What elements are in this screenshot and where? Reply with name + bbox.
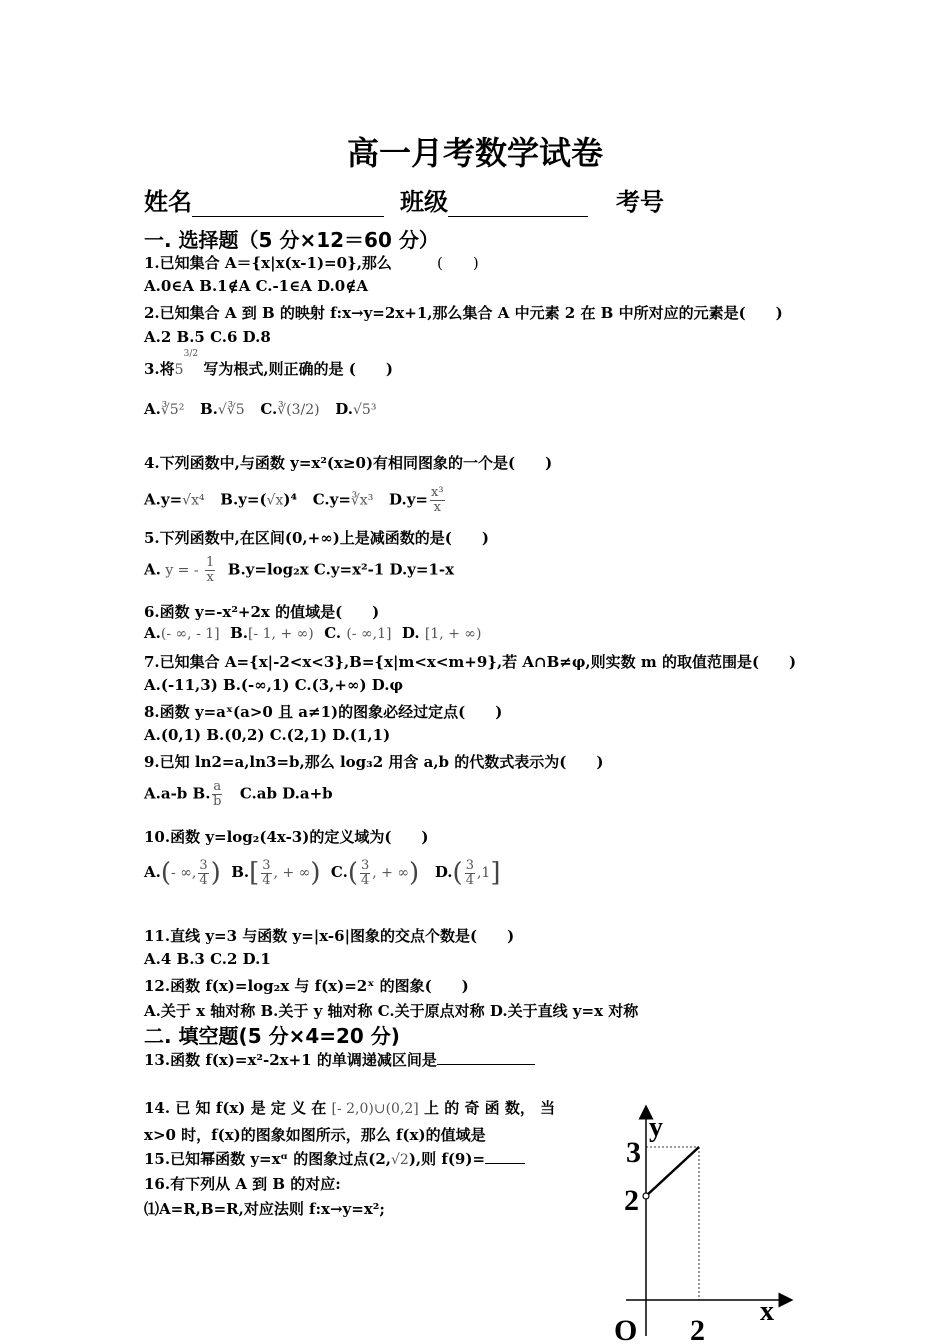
question-3-prefix: 3.将 [144, 360, 175, 378]
tick-y-2: 2 [624, 1184, 639, 1217]
graph-segment [646, 1147, 699, 1196]
question-4-options: A.y=√x⁴ B.y=(√x)⁴ C.y=∛x³ D.y= $\frac{\text{x³}}{x}$ [144, 485, 444, 515]
origin-label: O [614, 1314, 638, 1344]
question-3 [144, 349, 393, 379]
question-2-options: A.2 B.5 C.6 D.8 [144, 328, 271, 346]
exam-no-label: 考号 [616, 187, 664, 216]
question-8: 8.函数 y=aˣ(a>0 且 a≠1)的图象必经过定点( ) [144, 703, 503, 721]
question-13-blank [437, 1050, 535, 1065]
class-blank [448, 190, 588, 217]
question-14: 14. 已 知 f(x) 是 定 义 在 [- 2,0)∪(0,2] 上 的 奇 函 数， 当 [144, 1099, 556, 1117]
x-axis-label: x [760, 1296, 774, 1327]
y-axis-label: y [649, 1112, 663, 1143]
question-12-options: A.关于 x 轴对称 B.关于 y 轴对称 C.关于原点对称 D.关于直线 y=x 对称 [144, 1002, 639, 1020]
section-choice-heading: 一. 选择题（5 分×12＝60 分） [144, 228, 439, 252]
question-11-options: A.4 B.3 C.2 D.1 [144, 950, 271, 968]
function-graph [606, 1100, 796, 1344]
question-3-suffix: 写为根式,则正确的是 ( ) [203, 360, 393, 378]
question-15-suffix: ),则 f(9)= [408, 1150, 486, 1168]
question-3-options: A.∛5² B.√∛5 C.∛(3/2) D.√5³ [144, 400, 377, 418]
class-label: 班级 [400, 187, 448, 216]
question-5: 5.下列函数中,在区间(0,+∞)上是减函数的是( ) [144, 529, 489, 547]
question-14-suffix: 上 的 奇 函 数， 当 [424, 1099, 556, 1117]
name-label: 姓名 [144, 187, 192, 216]
tick-y-3: 3 [626, 1136, 641, 1169]
open-endpoint [643, 1193, 649, 1199]
question-1-paren: ( ) [437, 254, 479, 272]
tick-x-2: 2 [690, 1314, 705, 1344]
name-blank [192, 190, 384, 217]
question-15-blank [485, 1149, 525, 1164]
question-13-text: 13.函数 f(x)=x²-2x+1 的单调递减区间是 [144, 1051, 437, 1069]
question-7-options: A.(-11,3) B.(-∞,1) C.(3,+∞) D.φ [144, 676, 404, 694]
question-15-prefix: 15.已知幂函数 y=xᵅ 的图象过点(2, [144, 1150, 391, 1168]
question-14-line2: x>0 时，f(x)的图象如图所示，那么 f(x)的值域是 [144, 1126, 486, 1144]
question-9-rest: C.ab D.a+b [239, 784, 333, 803]
question-10-options: A.(- ∞, $\frac{3}{4}$ ) B.[ $\frac{3}{4}$ , + ∞) C.( $\frac{3}{4}$ , + ∞) D.( $\frac{3}{4}$ ,1] [144, 857, 501, 888]
question-14-prefix: 14. 已 知 f(x) 是 定 义 在 [144, 1099, 327, 1117]
name-field [144, 182, 384, 217]
question-5-rest: B.y=log₂x C.y=x²-1 D.y=1-x [227, 560, 455, 579]
question-16-item-1: ⑴A=R,B=R,对应法则 f:x→y=x²; [144, 1200, 385, 1218]
question-6: 6.函数 y=-x²+2x 的值域是( ) [144, 603, 380, 621]
question-4: 4.下列函数中,与函数 y=x²(x≥0)有相同图象的一个是( ) [144, 454, 553, 472]
question-9-options: A.a-b B. $\frac{a}{b}$ C.ab D.a+b [144, 779, 333, 809]
question-7: 7.已知集合 A={x|-2<x<3},B={x|m<x<m+9},若 A∩B≠φ,则实数 m 的取值范围是( ) [144, 653, 797, 671]
question-2: 2.已知集合 A 到 B 的映射 f:x→y=2x+1,那么集合 A 中元素 2 在 B 中所对应的元素是( ) [144, 304, 783, 322]
question-12: 12.函数 f(x)=log₂x 与 f(x)=2ˣ 的图象( ) [144, 977, 469, 995]
question-13 [144, 1049, 535, 1070]
question-15: 15.已知幂函数 y=xᵅ 的图象过点(2,√2),则 f(9)= [144, 1148, 525, 1169]
question-11: 11.直线 y=3 与函数 y=|x-6|图象的交点个数是( ) [144, 927, 515, 945]
question-6-options: A.(- ∞, - 1] B.[- 1, + ∞) C. (- ∞,1] D. [1, + ∞) [144, 624, 482, 642]
question-1-options: A.0∈A B.1∉A C.-1∈A D.0∉A [144, 277, 368, 295]
question-1: 1.已知集合 A＝{x|x(x-1)=0},那么 [144, 254, 392, 272]
question-10: 10.函数 y=log₂(4x-3)的定义域为( ) [144, 828, 429, 846]
class-field [400, 182, 588, 217]
question-5-options: A. y = - $\frac{1}{x}$ B.y=log₂x C.y=x²-1 D.y=1-x [144, 555, 455, 585]
question-9-option-a: A.a-b B. [144, 784, 211, 803]
power-expression: $5^{3/2}$ [174, 349, 199, 378]
section-fill-heading: 二. 填空题(5 分×4=20 分) [144, 1024, 400, 1048]
question-8-options: A.(0,1) B.(0,2) C.(2,1) D.(1,1) [144, 726, 391, 744]
question-9: 9.已知 ln2=a,ln3=b,那么 log₃2 用含 a,b 的代数式表示为( ) [144, 753, 604, 771]
question-16: 16.有下列从 A 到 B 的对应: [144, 1175, 341, 1193]
page-title: 高一月考数学试卷 [346, 134, 603, 172]
